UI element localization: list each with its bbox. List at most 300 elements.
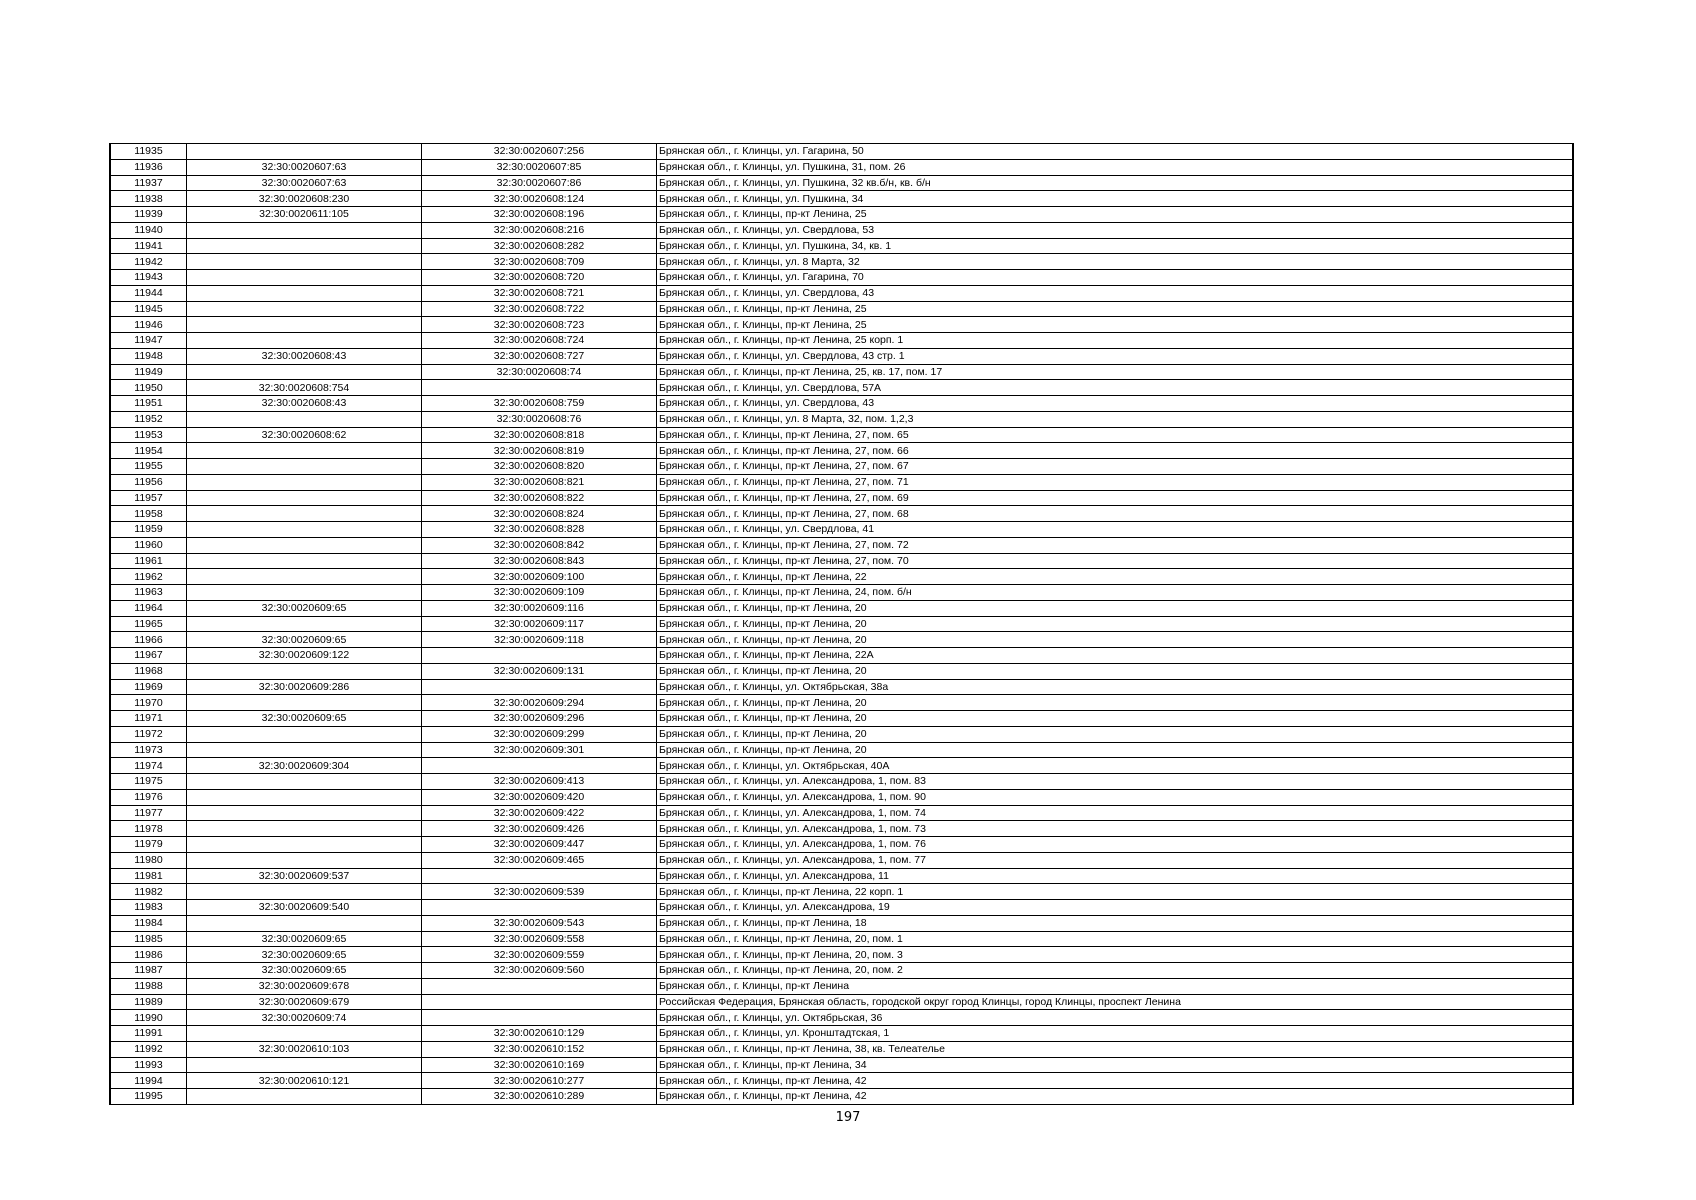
row-number-cell: 11945	[111, 301, 187, 317]
table-row	[111, 396, 1573, 412]
table-row	[111, 270, 1573, 286]
table-row	[111, 632, 1573, 648]
table-row	[111, 238, 1573, 254]
row-number-cell: 11960	[111, 537, 187, 553]
address-cell: Брянская обл., г. Клинцы, пр-кт Ленина, 24, пом. б/н	[657, 585, 1573, 601]
cadastral-number-cell: 32:30:0020608:282	[422, 238, 657, 254]
row-number-cell: 11991	[111, 1026, 187, 1042]
address-cell: Брянская обл., г. Клинцы, ул. 8 Марта, 32	[657, 254, 1573, 270]
parent-cadastral-number-cell	[187, 222, 422, 238]
row-number-cell: 11951	[111, 396, 187, 412]
row-number-cell: 11985	[111, 931, 187, 947]
table-row	[111, 1073, 1573, 1089]
address-cell: Брянская обл., г. Клинцы, ул. Пушкина, 32 кв.б/н, кв. б/н	[657, 175, 1573, 191]
cadastral-number-cell	[422, 679, 657, 695]
address-cell: Брянская обл., г. Клинцы, ул. Александрова, 1, пом. 90	[657, 789, 1573, 805]
cadastral-number-cell: 32:30:0020609:131	[422, 663, 657, 679]
cadastral-number-cell: 32:30:0020609:559	[422, 947, 657, 963]
address-cell: Брянская обл., г. Клинцы, ул. Александрова, 11	[657, 868, 1573, 884]
row-number-cell: 11973	[111, 742, 187, 758]
address-cell: Брянская обл., г. Клинцы, ул. Пушкина, 34, кв. 1	[657, 238, 1573, 254]
table-row	[111, 380, 1573, 396]
table-row	[111, 585, 1573, 601]
row-number-cell: 11936	[111, 159, 187, 175]
cadastral-number-cell: 32:30:0020609:558	[422, 931, 657, 947]
cadastral-number-cell: 32:30:0020608:843	[422, 553, 657, 569]
address-cell: Брянская обл., г. Клинцы, пр-кт Ленина, 42	[657, 1089, 1573, 1104]
parent-cadastral-number-cell	[187, 522, 422, 538]
parent-cadastral-number-cell	[187, 837, 422, 853]
parent-cadastral-number-cell: 32:30:0020609:678	[187, 978, 422, 994]
address-cell: Брянская обл., г. Клинцы, пр-кт Ленина, 27, пом. 69	[657, 490, 1573, 506]
table-row	[111, 364, 1573, 380]
parent-cadastral-number-cell: 32:30:0020609:286	[187, 679, 422, 695]
table-row	[111, 789, 1573, 805]
row-number-cell: 11981	[111, 868, 187, 884]
address-cell: Брянская обл., г. Клинцы, ул. Свердлова, 57А	[657, 380, 1573, 396]
address-cell: Брянская обл., г. Клинцы, пр-кт Ленина, 20	[657, 600, 1573, 616]
address-cell: Брянская обл., г. Клинцы, пр-кт Ленина, 25, кв. 17, пом. 17	[657, 364, 1573, 380]
cadastral-number-cell: 32:30:0020608:709	[422, 254, 657, 270]
cadastral-number-cell: 32:30:0020608:822	[422, 490, 657, 506]
parent-cadastral-number-cell	[187, 569, 422, 585]
address-cell: Брянская обл., г. Клинцы, пр-кт Ленина, 22А	[657, 648, 1573, 664]
parent-cadastral-number-cell	[187, 411, 422, 427]
parent-cadastral-number-cell: 32:30:0020607:63	[187, 175, 422, 191]
cadastral-number-cell: 32:30:0020609:299	[422, 726, 657, 742]
table-row	[111, 1089, 1573, 1104]
cadastral-table	[109, 143, 1574, 1105]
parent-cadastral-number-cell: 32:30:0020609:65	[187, 947, 422, 963]
parent-cadastral-number-cell	[187, 915, 422, 931]
table-row	[111, 254, 1573, 270]
table-row	[111, 443, 1573, 459]
parent-cadastral-number-cell	[187, 616, 422, 632]
row-number-cell: 11987	[111, 963, 187, 979]
cadastral-number-cell	[422, 994, 657, 1010]
cadastral-number-cell: 32:30:0020609:560	[422, 963, 657, 979]
table-row	[111, 915, 1573, 931]
parent-cadastral-number-cell: 32:30:0020609:537	[187, 868, 422, 884]
cadastral-number-cell: 32:30:0020609:413	[422, 774, 657, 790]
address-cell: Брянская обл., г. Клинцы, ул. 8 Марта, 32, пом. 1,2,3	[657, 411, 1573, 427]
parent-cadastral-number-cell: 32:30:0020608:230	[187, 191, 422, 207]
parent-cadastral-number-cell	[187, 285, 422, 301]
address-cell: Брянская обл., г. Клинцы, ул. Гагарина, 70	[657, 270, 1573, 286]
address-cell: Брянская обл., г. Клинцы, пр-кт Ленина, 27, пом. 68	[657, 506, 1573, 522]
page-number: 197	[835, 1110, 861, 1125]
table-row	[111, 852, 1573, 868]
row-number-cell: 11988	[111, 978, 187, 994]
table-row	[111, 963, 1573, 979]
parent-cadastral-number-cell	[187, 585, 422, 601]
parent-cadastral-number-cell	[187, 805, 422, 821]
cadastral-number-cell: 32:30:0020609:543	[422, 915, 657, 931]
address-cell: Брянская обл., г. Клинцы, пр-кт Ленина, 20	[657, 711, 1573, 727]
row-number-cell: 11952	[111, 411, 187, 427]
parent-cadastral-number-cell: 32:30:0020609:65	[187, 711, 422, 727]
parent-cadastral-number-cell: 32:30:0020609:74	[187, 1010, 422, 1026]
address-cell: Брянская обл., г. Клинцы, пр-кт Ленина, 20, пом. 3	[657, 947, 1573, 963]
table-row	[111, 301, 1573, 317]
table-row	[111, 506, 1573, 522]
row-number-cell: 11944	[111, 285, 187, 301]
cadastral-number-cell: 32:30:0020610:129	[422, 1026, 657, 1042]
table-row	[111, 207, 1573, 223]
address-cell: Брянская обл., г. Клинцы, пр-кт Ленина, 27, пом. 65	[657, 427, 1573, 443]
parent-cadastral-number-cell	[187, 506, 422, 522]
cadastral-number-cell	[422, 758, 657, 774]
table-row	[111, 868, 1573, 884]
parent-cadastral-number-cell	[187, 774, 422, 790]
parent-cadastral-number-cell	[187, 1089, 422, 1104]
row-number-cell: 11940	[111, 222, 187, 238]
parent-cadastral-number-cell: 32:30:0020609:540	[187, 900, 422, 916]
cadastral-number-cell: 32:30:0020608:722	[422, 301, 657, 317]
parent-cadastral-number-cell	[187, 238, 422, 254]
parent-cadastral-number-cell	[187, 821, 422, 837]
row-number-cell: 11993	[111, 1057, 187, 1073]
table-row	[111, 978, 1573, 994]
table-row	[111, 931, 1573, 947]
parent-cadastral-number-cell	[187, 317, 422, 333]
cadastral-number-cell: 32:30:0020608:76	[422, 411, 657, 427]
table-row	[111, 711, 1573, 727]
address-cell: Брянская обл., г. Клинцы, ул. Александрова, 19	[657, 900, 1573, 916]
row-number-cell: 11992	[111, 1041, 187, 1057]
parent-cadastral-number-cell: 32:30:0020608:62	[187, 427, 422, 443]
parent-cadastral-number-cell: 32:30:0020610:103	[187, 1041, 422, 1057]
parent-cadastral-number-cell	[187, 663, 422, 679]
table-row	[111, 616, 1573, 632]
parent-cadastral-number-cell	[187, 852, 422, 868]
row-number-cell: 11942	[111, 254, 187, 270]
parent-cadastral-number-cell: 32:30:0020609:65	[187, 931, 422, 947]
cadastral-number-cell: 32:30:0020609:422	[422, 805, 657, 821]
parent-cadastral-number-cell: 32:30:0020609:65	[187, 963, 422, 979]
parent-cadastral-number-cell	[187, 789, 422, 805]
address-cell: Брянская обл., г. Клинцы, пр-кт Ленина, 38, кв. Телеателье	[657, 1041, 1573, 1057]
address-cell: Брянская обл., г. Клинцы, ул. Свердлова, 53	[657, 222, 1573, 238]
row-number-cell: 11958	[111, 506, 187, 522]
address-cell: Брянская обл., г. Клинцы, пр-кт Ленина, 20, пом. 1	[657, 931, 1573, 947]
address-cell: Брянская обл., г. Клинцы, ул. Октябрьская, 38а	[657, 679, 1573, 695]
cadastral-number-cell: 32:30:0020608:721	[422, 285, 657, 301]
address-cell: Брянская обл., г. Клинцы, ул. Гагарина, 50	[657, 144, 1573, 159]
row-number-cell: 11954	[111, 443, 187, 459]
parent-cadastral-number-cell	[187, 884, 422, 900]
parent-cadastral-number-cell	[187, 695, 422, 711]
row-number-cell: 11984	[111, 915, 187, 931]
row-number-cell: 11943	[111, 270, 187, 286]
cadastral-number-cell: 32:30:0020609:465	[422, 852, 657, 868]
row-number-cell: 11990	[111, 1010, 187, 1026]
parent-cadastral-number-cell	[187, 726, 422, 742]
address-cell: Брянская обл., г. Клинцы, пр-кт Ленина, 27, пом. 70	[657, 553, 1573, 569]
address-cell: Брянская обл., г. Клинцы, пр-кт Ленина, 20, пом. 2	[657, 963, 1573, 979]
row-number-cell: 11966	[111, 632, 187, 648]
parent-cadastral-number-cell	[187, 553, 422, 569]
address-cell: Брянская обл., г. Клинцы, ул. Александрова, 1, пом. 73	[657, 821, 1573, 837]
cadastral-number-cell: 32:30:0020609:426	[422, 821, 657, 837]
cadastral-number-cell: 32:30:0020607:256	[422, 144, 657, 159]
parent-cadastral-number-cell: 32:30:0020609:122	[187, 648, 422, 664]
address-cell: Брянская обл., г. Клинцы, пр-кт Ленина, 27, пом. 72	[657, 537, 1573, 553]
table-row	[111, 774, 1573, 790]
row-number-cell: 11948	[111, 348, 187, 364]
cadastral-number-cell	[422, 648, 657, 664]
cadastral-number-cell: 32:30:0020608:819	[422, 443, 657, 459]
cadastral-number-cell	[422, 1010, 657, 1026]
cadastral-number-cell: 32:30:0020609:116	[422, 600, 657, 616]
table-row	[111, 758, 1573, 774]
row-number-cell: 11972	[111, 726, 187, 742]
address-cell: Брянская обл., г. Клинцы, ул. Александрова, 1, пом. 77	[657, 852, 1573, 868]
address-cell: Брянская обл., г. Клинцы, пр-кт Ленина, 20	[657, 726, 1573, 742]
row-number-cell: 11967	[111, 648, 187, 664]
address-cell: Брянская обл., г. Клинцы, ул. Свердлова, 43	[657, 285, 1573, 301]
cadastral-number-cell: 32:30:0020608:216	[422, 222, 657, 238]
address-cell: Брянская обл., г. Клинцы, ул. Октябрьская, 36	[657, 1010, 1573, 1026]
address-cell: Брянская обл., г. Клинцы, ул. Александрова, 1, пом. 74	[657, 805, 1573, 821]
cadastral-number-cell: 32:30:0020610:152	[422, 1041, 657, 1057]
address-cell: Брянская обл., г. Клинцы, ул. Александрова, 1, пом. 76	[657, 837, 1573, 853]
table-row	[111, 317, 1573, 333]
table-row	[111, 569, 1573, 585]
cadastral-number-cell: 32:30:0020609:109	[422, 585, 657, 601]
row-number-cell: 11989	[111, 994, 187, 1010]
row-number-cell: 11957	[111, 490, 187, 506]
row-number-cell: 11983	[111, 900, 187, 916]
table-row	[111, 427, 1573, 443]
cadastral-number-cell: 32:30:0020608:196	[422, 207, 657, 223]
address-cell: Брянская обл., г. Клинцы, пр-кт Ленина	[657, 978, 1573, 994]
parent-cadastral-number-cell: 32:30:0020609:65	[187, 600, 422, 616]
table-row	[111, 805, 1573, 821]
row-number-cell: 11982	[111, 884, 187, 900]
row-number-cell: 11986	[111, 947, 187, 963]
cadastral-number-cell: 32:30:0020608:720	[422, 270, 657, 286]
table-row	[111, 600, 1573, 616]
parent-cadastral-number-cell: 32:30:0020610:121	[187, 1073, 422, 1089]
row-number-cell: 11959	[111, 522, 187, 538]
table-row	[111, 348, 1573, 364]
row-number-cell: 11965	[111, 616, 187, 632]
row-number-cell: 11974	[111, 758, 187, 774]
row-number-cell: 11970	[111, 695, 187, 711]
address-cell: Брянская обл., г. Клинцы, ул. Свердлова, 43	[657, 396, 1573, 412]
parent-cadastral-number-cell: 32:30:0020608:754	[187, 380, 422, 396]
row-number-cell: 11955	[111, 459, 187, 475]
table-body	[111, 144, 1573, 1104]
parent-cadastral-number-cell: 32:30:0020609:65	[187, 632, 422, 648]
address-cell: Брянская обл., г. Клинцы, пр-кт Ленина, 25	[657, 207, 1573, 223]
cadastral-number-cell: 32:30:0020608:759	[422, 396, 657, 412]
table-row	[111, 947, 1573, 963]
parent-cadastral-number-cell	[187, 443, 422, 459]
table-row	[111, 191, 1573, 207]
row-number-cell: 11941	[111, 238, 187, 254]
cadastral-number-cell	[422, 868, 657, 884]
cadastral-number-cell	[422, 978, 657, 994]
address-cell: Брянская обл., г. Клинцы, пр-кт Ленина, 18	[657, 915, 1573, 931]
parent-cadastral-number-cell: 32:30:0020609:679	[187, 994, 422, 1010]
table-row	[111, 490, 1573, 506]
table-row	[111, 663, 1573, 679]
address-cell: Брянская обл., г. Клинцы, пр-кт Ленина, 20	[657, 616, 1573, 632]
row-number-cell: 11978	[111, 821, 187, 837]
cadastral-number-cell: 32:30:0020608:820	[422, 459, 657, 475]
cadastral-number-cell: 32:30:0020607:85	[422, 159, 657, 175]
table-row	[111, 474, 1573, 490]
address-cell: Брянская обл., г. Клинцы, пр-кт Ленина, 42	[657, 1073, 1573, 1089]
table-row	[111, 459, 1573, 475]
row-number-cell: 11956	[111, 474, 187, 490]
row-number-cell: 11969	[111, 679, 187, 695]
row-number-cell: 11950	[111, 380, 187, 396]
address-cell: Брянская обл., г. Клинцы, пр-кт Ленина, 22	[657, 569, 1573, 585]
cadastral-number-cell: 32:30:0020609:447	[422, 837, 657, 853]
table-row	[111, 884, 1573, 900]
address-cell: Брянская обл., г. Клинцы, пр-кт Ленина, 27, пом. 67	[657, 459, 1573, 475]
table-row	[111, 900, 1573, 916]
cadastral-number-cell: 32:30:0020608:821	[422, 474, 657, 490]
address-cell: Брянская обл., г. Клинцы, ул. Александрова, 1, пом. 83	[657, 774, 1573, 790]
table-row	[111, 537, 1573, 553]
cadastral-number-cell: 32:30:0020608:124	[422, 191, 657, 207]
address-cell: Брянская обл., г. Клинцы, ул. Свердлова, 43 стр. 1	[657, 348, 1573, 364]
cadastral-number-cell: 32:30:0020609:296	[422, 711, 657, 727]
row-number-cell: 11964	[111, 600, 187, 616]
row-number-cell: 11949	[111, 364, 187, 380]
table-row	[111, 994, 1573, 1010]
row-number-cell: 11979	[111, 837, 187, 853]
parent-cadastral-number-cell	[187, 254, 422, 270]
table-row	[111, 1026, 1573, 1042]
cadastral-number-cell: 32:30:0020608:828	[422, 522, 657, 538]
parent-cadastral-number-cell	[187, 270, 422, 286]
address-cell: Брянская обл., г. Клинцы, пр-кт Ленина, 20	[657, 632, 1573, 648]
row-number-cell: 11976	[111, 789, 187, 805]
table-row	[111, 742, 1573, 758]
address-cell: Брянская обл., г. Клинцы, пр-кт Ленина, 25 корп. 1	[657, 333, 1573, 349]
row-number-cell: 11938	[111, 191, 187, 207]
cadastral-number-cell: 32:30:0020608:727	[422, 348, 657, 364]
parent-cadastral-number-cell: 32:30:0020609:304	[187, 758, 422, 774]
row-number-cell: 11939	[111, 207, 187, 223]
row-number-cell: 11977	[111, 805, 187, 821]
parent-cadastral-number-cell	[187, 537, 422, 553]
parent-cadastral-number-cell	[187, 333, 422, 349]
table-row	[111, 144, 1573, 159]
address-cell: Брянская обл., г. Клинцы, пр-кт Ленина, 22 корп. 1	[657, 884, 1573, 900]
address-cell: Брянская обл., г. Клинцы, пр-кт Ленина, 34	[657, 1057, 1573, 1073]
table-row	[111, 837, 1573, 853]
table-row	[111, 1041, 1573, 1057]
cadastral-table-grid	[110, 144, 1573, 1104]
parent-cadastral-number-cell	[187, 1026, 422, 1042]
table-row	[111, 821, 1573, 837]
address-cell: Брянская обл., г. Клинцы, ул. Октябрьская, 40А	[657, 758, 1573, 774]
address-cell: Брянская обл., г. Клинцы, пр-кт Ленина, 27, пом. 66	[657, 443, 1573, 459]
table-row	[111, 726, 1573, 742]
cadastral-number-cell: 32:30:0020608:724	[422, 333, 657, 349]
table-row	[111, 679, 1573, 695]
row-number-cell: 11968	[111, 663, 187, 679]
cadastral-number-cell	[422, 900, 657, 916]
table-row	[111, 1010, 1573, 1026]
row-number-cell: 11980	[111, 852, 187, 868]
table-row	[111, 553, 1573, 569]
cadastral-number-cell: 32:30:0020608:818	[422, 427, 657, 443]
row-number-cell: 11995	[111, 1089, 187, 1104]
parent-cadastral-number-cell	[187, 474, 422, 490]
parent-cadastral-number-cell: 32:30:0020611:105	[187, 207, 422, 223]
cadastral-number-cell: 32:30:0020607:86	[422, 175, 657, 191]
table-row	[111, 1057, 1573, 1073]
cadastral-number-cell: 32:30:0020609:301	[422, 742, 657, 758]
table-row	[111, 175, 1573, 191]
address-cell: Брянская обл., г. Клинцы, ул. Кронштадтская, 1	[657, 1026, 1573, 1042]
cadastral-number-cell: 32:30:0020609:420	[422, 789, 657, 805]
address-cell: Брянская обл., г. Клинцы, пр-кт Ленина, 20	[657, 742, 1573, 758]
cadastral-number-cell: 32:30:0020609:118	[422, 632, 657, 648]
row-number-cell: 11994	[111, 1073, 187, 1089]
cadastral-number-cell	[422, 380, 657, 396]
address-cell: Брянская обл., г. Клинцы, пр-кт Ленина, 25	[657, 301, 1573, 317]
address-cell: Российская Федерация, Брянская область, городской округ город Клинцы, город Клинцы, проспект Ленина	[657, 994, 1573, 1010]
parent-cadastral-number-cell: 32:30:0020608:43	[187, 348, 422, 364]
table-row	[111, 695, 1573, 711]
address-cell: Брянская обл., г. Клинцы, ул. Свердлова, 41	[657, 522, 1573, 538]
cadastral-number-cell: 32:30:0020610:277	[422, 1073, 657, 1089]
table-row	[111, 159, 1573, 175]
parent-cadastral-number-cell: 32:30:0020608:43	[187, 396, 422, 412]
cadastral-number-cell: 32:30:0020610:169	[422, 1057, 657, 1073]
row-number-cell: 11947	[111, 333, 187, 349]
row-number-cell: 11946	[111, 317, 187, 333]
cadastral-number-cell: 32:30:0020608:824	[422, 506, 657, 522]
table-row	[111, 648, 1573, 664]
row-number-cell: 11953	[111, 427, 187, 443]
parent-cadastral-number-cell	[187, 459, 422, 475]
row-number-cell: 11975	[111, 774, 187, 790]
cadastral-number-cell: 32:30:0020609:100	[422, 569, 657, 585]
row-number-cell: 11963	[111, 585, 187, 601]
table-row	[111, 522, 1573, 538]
address-cell: Брянская обл., г. Клинцы, пр-кт Ленина, 25	[657, 317, 1573, 333]
parent-cadastral-number-cell	[187, 144, 422, 159]
row-number-cell: 11937	[111, 175, 187, 191]
parent-cadastral-number-cell: 32:30:0020607:63	[187, 159, 422, 175]
address-cell: Брянская обл., г. Клинцы, пр-кт Ленина, 27, пом. 71	[657, 474, 1573, 490]
cadastral-number-cell: 32:30:0020609:294	[422, 695, 657, 711]
parent-cadastral-number-cell	[187, 301, 422, 317]
table-row	[111, 411, 1573, 427]
table-row	[111, 333, 1573, 349]
address-cell: Брянская обл., г. Клинцы, пр-кт Ленина, 20	[657, 663, 1573, 679]
parent-cadastral-number-cell	[187, 364, 422, 380]
cadastral-number-cell: 32:30:0020608:842	[422, 537, 657, 553]
address-cell: Брянская обл., г. Клинцы, ул. Пушкина, 31, пом. 26	[657, 159, 1573, 175]
cadastral-number-cell: 32:30:0020608:74	[422, 364, 657, 380]
parent-cadastral-number-cell	[187, 490, 422, 506]
row-number-cell: 11962	[111, 569, 187, 585]
row-number-cell: 11971	[111, 711, 187, 727]
row-number-cell: 11961	[111, 553, 187, 569]
address-cell: Брянская обл., г. Клинцы, пр-кт Ленина, 20	[657, 695, 1573, 711]
row-number-cell: 11935	[111, 144, 187, 159]
